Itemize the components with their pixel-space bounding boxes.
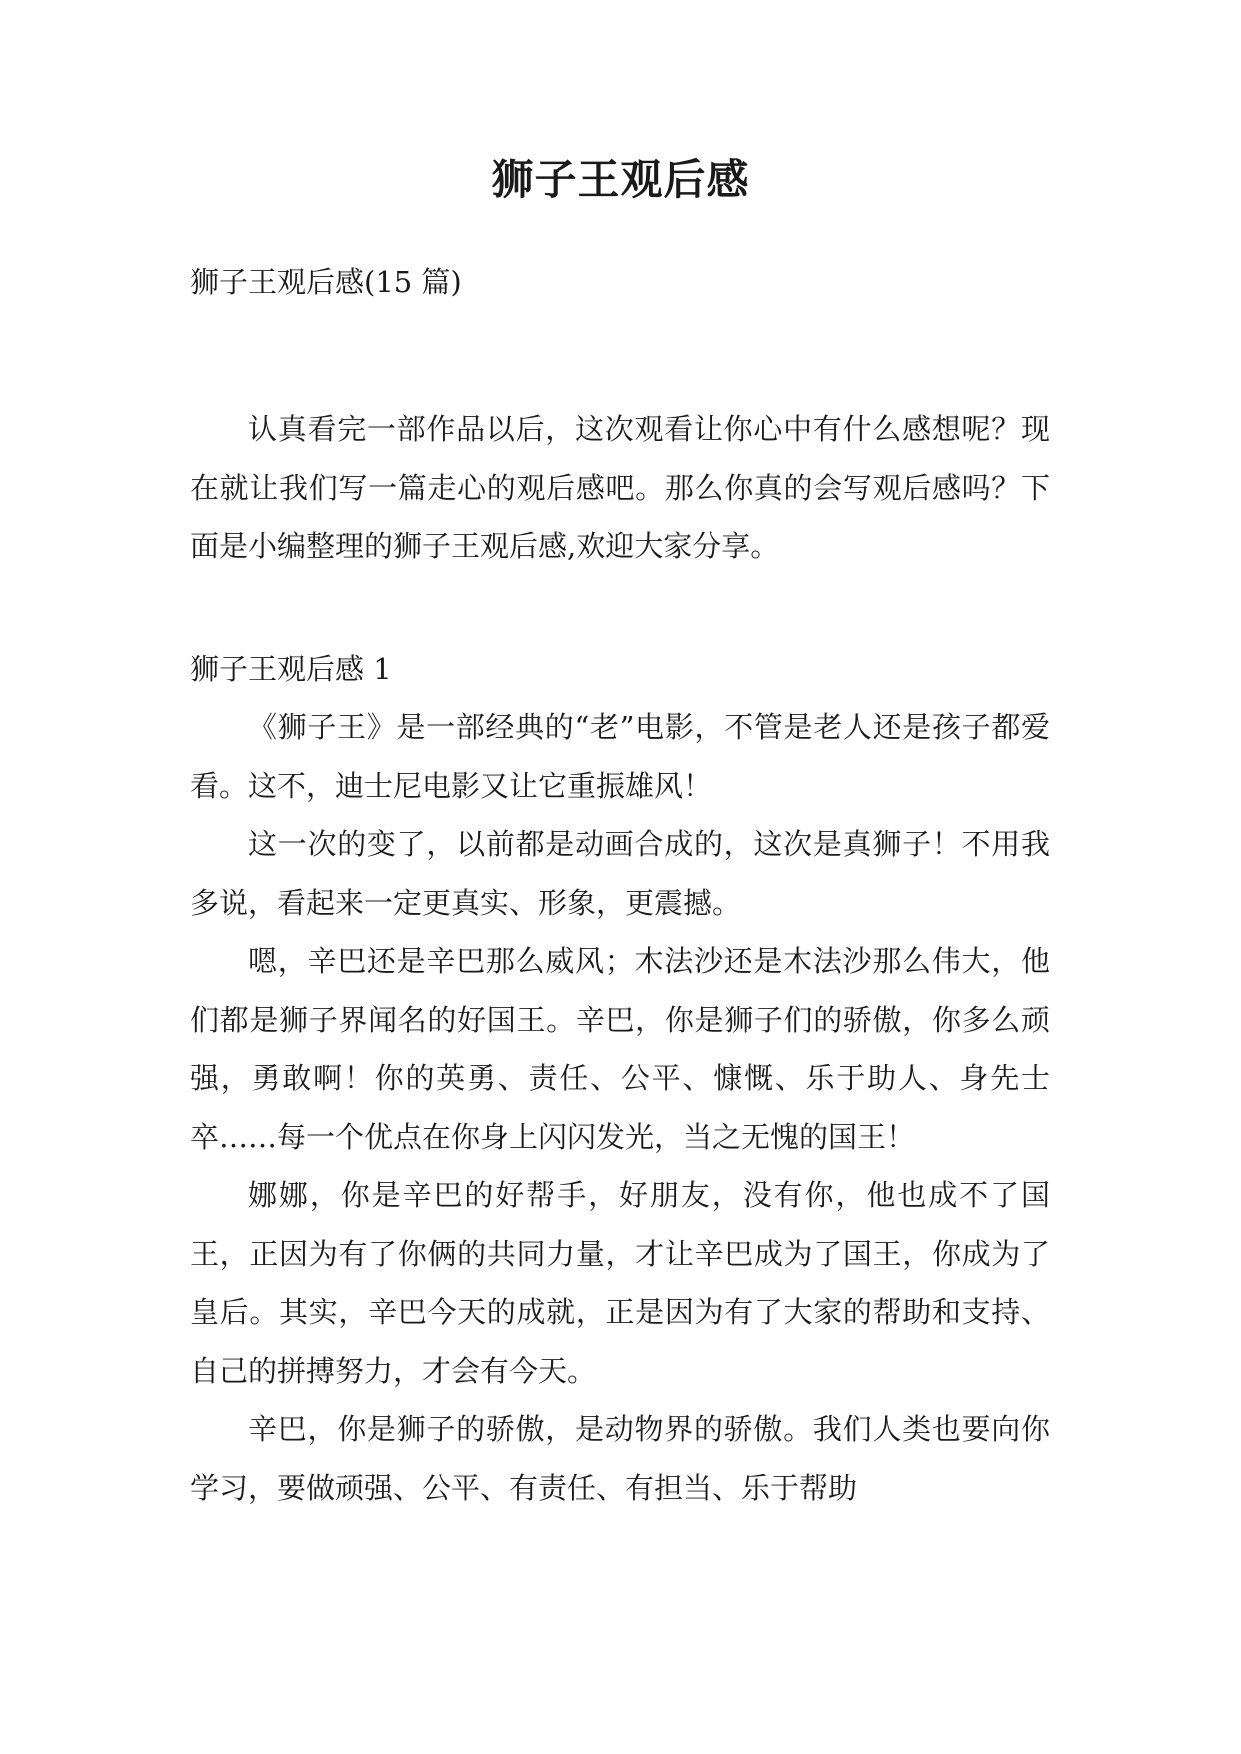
document-title: 狮子王观后感	[491, 155, 750, 204]
section-1	[190, 640, 1050, 1517]
body-paragraph: 辛巴，你是狮子的骄傲，是动物界的骄傲。我们人类也要向你学习，要做顽强、公平、有责任、有担当、乐于帮助	[190, 1412, 1050, 1505]
section-heading: 狮子王观后感 1	[190, 652, 392, 686]
intro-paragraph: 认真看完一部作品以后，这次观看让你心中有什么感想呢？现在就让我们写一篇走心的观后感吧。那么你真的会写观后感吗？下面是小编整理的狮子王观后感,欢迎大家分享。	[190, 412, 1050, 563]
body-paragraph: 这一次的变了，以前都是动画合成的，这次是真狮子！不用我多说，看起来一定更真实、形象，更震撼。	[190, 827, 1050, 920]
body-paragraph: 嗯，辛巴还是辛巴那么威风；木法沙还是木法沙那么伟大，他们都是狮子界闻名的好国王。辛巴，你是狮子们的骄傲，你多么顽强，勇敢啊！你的英勇、责任、公平、慷慨、乐于助人、身先士卒……每一个优点在你身上闪闪发光，当之无愧的国王！	[190, 944, 1050, 1154]
intro-block	[190, 400, 1050, 576]
body-paragraph: 《狮子王》是一部经典的“老”电影，不管是老人还是孩子都爱看。这不，迪士尼电影又让它重振雄风！	[190, 710, 1050, 803]
body-paragraph: 娜娜，你是辛巴的好帮手，好朋友，没有你，他也成不了国王，正因为有了你俩的共同力量，才让辛巴成为了国王，你成为了皇后。其实，辛巴今天的成就，正是因为有了大家的帮助和支持、自己的拼搏努力，才会有今天。	[190, 1178, 1050, 1388]
document-subtitle: 狮子王观后感(15 篇)	[190, 265, 462, 299]
